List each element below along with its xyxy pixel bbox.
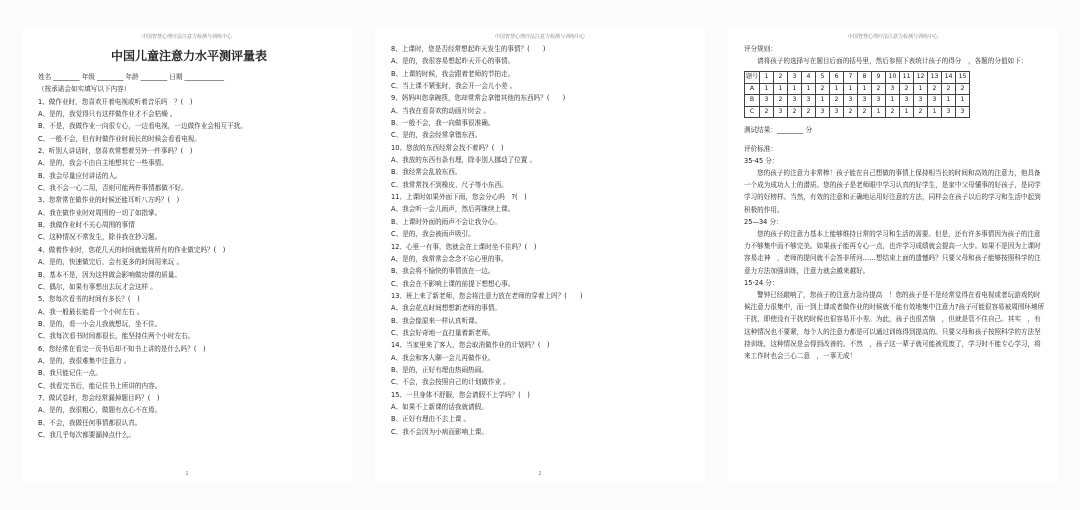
score-cell: 2 xyxy=(760,106,774,118)
question-line: A、我会和客人聊一会儿再做作业。 xyxy=(391,353,495,362)
question-line: 14、当家里来了客人，您会取消做作业的计划吗？( ) xyxy=(391,341,550,350)
question-line: 11、上课时如果外面下雨，您会分心吗 ?( ) xyxy=(391,193,527,202)
score-cell: 2 xyxy=(956,83,970,95)
question-line: B、上课的时候，我会跟着老师的节拍走。 xyxy=(391,69,515,78)
score-cell: 2 xyxy=(900,83,914,95)
page-number: 2 xyxy=(538,471,542,477)
question-line: C、我不会因为小病而影响上课。 xyxy=(391,427,488,436)
question-number-cell: 14 xyxy=(942,72,956,84)
score-cell: 1 xyxy=(928,106,942,118)
question-line: 8、上课时，您是否经常想起昨天发生的事情？( ) xyxy=(391,45,546,53)
score-cell: 3 xyxy=(886,83,900,95)
question-number-cell: 13 xyxy=(928,72,942,84)
score-cell: 2 xyxy=(788,106,802,118)
page-header: 中国智慧心理疗法注意力检测与训练中心 xyxy=(141,34,232,40)
question-number-cell: 1 xyxy=(760,72,774,84)
question-line: C、我每次看书时间都很长，能坚持住两个小时左右。 xyxy=(38,332,195,341)
question-line: C、我不会一心二用，否则可能两件事情都做不好。 xyxy=(38,184,188,193)
score-cell: 3 xyxy=(774,106,788,118)
question-line: 13、班上来了新老师，您会将注意力放在老师的穿着上吗？( ) xyxy=(391,291,583,300)
score-cell: 3 xyxy=(760,95,774,107)
question-line: A、是的，我常常会念念不忘心里的事。 xyxy=(391,254,508,263)
score-table xyxy=(744,71,970,118)
score-cell: 3 xyxy=(956,106,970,118)
score-cell: 1 xyxy=(956,95,970,107)
option-label-cell: A xyxy=(745,83,760,95)
question-line: B、上课时外面的雨声不会让我分心。 xyxy=(391,217,502,226)
question-line: 3、您常常在做作业的时候还能耳听八方吗？( ) xyxy=(38,196,180,205)
question-line: B、一般不会，我一向做事很准确。 xyxy=(391,119,495,128)
question-line: 15、一旦身体不舒服，您会请假不上学吗？( ) xyxy=(391,390,530,399)
score-cell: 2 xyxy=(886,106,900,118)
question-line: B、我会尽量应付讲话的人。 xyxy=(38,171,122,180)
question-line: A、是的，我很容易想起昨天开心的事情。 xyxy=(391,57,515,66)
score-cell: 2 xyxy=(816,83,830,95)
level-description: 您的孩子的注意力基本上能够维持日常的学习和生活的需要。但是，还有许多事情因为孩子的注意力不够集中而不够完美。如果孩子能再专心一点，也许学习成绩就会提高一大步。如果不是因为上课时容易走神 ，老师的提问就不会答非所问……想结束上面的遗憾吗？只要父母和孩子能够按照科学的注意力方法加强训练，注意力就会越来越好。 xyxy=(744,230,1041,275)
question-line: A、当我在看喜欢的动画片时会 。 xyxy=(391,106,490,115)
question-line: B、是的，看一小会儿我就想玩，坐不住。 xyxy=(38,319,162,328)
page-content xyxy=(728,41,1058,362)
question-number-cell: 10 xyxy=(886,72,900,84)
score-cell: 1 xyxy=(844,83,858,95)
table-header-label: 题号 xyxy=(745,72,760,84)
question-line: A、是的，快速做完后，会有更多的时间用来玩 。 xyxy=(38,258,184,267)
question-line: 9、妈妈叫您拿碗筷，您却常常会拿错其他的东西吗？( ) xyxy=(391,94,566,103)
question-number-cell: 4 xyxy=(802,72,816,84)
document-page-3 xyxy=(728,28,1058,483)
question-number-cell: 9 xyxy=(872,72,886,84)
table-row xyxy=(745,95,970,107)
score-cell: 1 xyxy=(830,83,844,95)
score-cell: 3 xyxy=(872,95,886,107)
page-header: 中国智慧心理疗法注意力检测与训练中心 xyxy=(847,34,938,40)
question-line: B、我做作业时不关心周围的事情 xyxy=(38,221,135,230)
score-cell: 1 xyxy=(774,83,788,95)
score-cell: 2 xyxy=(774,95,788,107)
question-line: C、我看完书后，能记住书上所讲的内容。 xyxy=(38,381,162,390)
question-number-cell: 2 xyxy=(774,72,788,84)
score-cell: 2 xyxy=(802,106,816,118)
page-content xyxy=(22,49,352,441)
question-line: （按承诺会如实填写以下内容） xyxy=(38,85,131,94)
score-cell: 1 xyxy=(816,95,830,107)
level-range: 15-24 分： xyxy=(744,278,779,287)
question-line: A、是的，我很难集中注意力 。 xyxy=(38,356,131,365)
question-line: B、不是，我做作业一向很专心，一边看电视，一边做作业会相互干扰。 xyxy=(38,122,247,131)
test-result-line: 测试结果：________ 分 xyxy=(744,126,813,135)
question-line: B、我会将不愉快的事情放在一边。 xyxy=(391,267,495,276)
question-line: B、正好有理由不去上课 。 xyxy=(391,415,471,424)
question-number-cell: 12 xyxy=(914,72,928,84)
question-number-cell: 5 xyxy=(816,72,830,84)
question-line: A、我在做作业时对周围的一切了如指掌。 xyxy=(38,208,162,217)
evaluation-levels xyxy=(744,155,1046,362)
question-line: A、是的，我很粗心，做题有点心不在焉。 xyxy=(38,406,162,415)
score-cell: 3 xyxy=(914,95,928,107)
question-line: C、是的，我会被雨声吸引。 xyxy=(391,230,475,239)
level-range: 25—34 分： xyxy=(744,217,783,226)
level-description: 您的孩子的注意力非常棒！孩子能在自己想做的事情上保持相当长的时间和高效的注意力，他具备一个成为成功人士的潜质。您的孩子是老师眼中学习认真的好学生，是家中父母懂事的好孩子，是同学学习的好榜样。当然，有效的注意和正确地运用好注意的方法，同样会在孩子以后的学习和生活中起到积极的作用。 xyxy=(744,169,1041,214)
score-cell: 3 xyxy=(816,106,830,118)
question-line: C、当上课不紧张时，我会开一会儿小差 。 xyxy=(391,82,517,91)
question-line: B、我会像原来一样认真听课。 xyxy=(391,316,482,325)
score-cell: 3 xyxy=(844,95,858,107)
score-cell: 3 xyxy=(858,95,872,107)
question-line: A、我放的东西有条有理，除非别人挪动了位置 。 xyxy=(391,156,537,165)
score-cell: 1 xyxy=(886,95,900,107)
question-line: 4、做着作业时，您花几天的时间就能将所有的作业做完吗？( ) xyxy=(38,245,226,254)
question-line: C、我会在不影响上课的前提下想想心事。 xyxy=(391,279,515,288)
question-line: A、如果不上新课的话我就请假。 xyxy=(391,402,488,411)
table-row xyxy=(745,83,970,95)
question-line: C、一般不会，但有时做作业时间长的时候会看看电视。 xyxy=(38,134,201,143)
score-cell: 3 xyxy=(788,95,802,107)
document-page-1 xyxy=(22,28,352,483)
scoring-rules-text: 请将孩子的选择写在题目后面的括号里，然后参照下表统计孩子的得分 ，各题的分值如下： xyxy=(757,57,1028,66)
table-header-row xyxy=(745,72,970,84)
score-cell: 2 xyxy=(872,83,886,95)
score-cell: 3 xyxy=(942,106,956,118)
score-cell: 1 xyxy=(760,83,774,95)
score-cell: 1 xyxy=(858,83,872,95)
question-line: 5、您每次看书的时间有多长？( ) xyxy=(38,295,140,304)
page-number: 1 xyxy=(185,471,189,477)
question-line: A、是的，我觉得只有这样做作业才不会枯燥 。 xyxy=(38,110,177,119)
question-line: A、我一般最长能看一个小时左右 。 xyxy=(38,307,144,316)
question-line: B、不会，我做任何事情都很认真。 xyxy=(38,418,142,427)
question-line: B、是的，正好有理由热闹热闹。 xyxy=(391,365,488,374)
score-cell: 3 xyxy=(802,95,816,107)
question-line: C、偶尔，如果有事想出去玩才会这样 。 xyxy=(38,282,157,291)
question-line: B、我只能记住一点。 xyxy=(38,369,102,378)
evaluation-standard-title: 评价标准： xyxy=(744,144,777,153)
option-label-cell: C xyxy=(745,106,760,118)
question-number-cell: 6 xyxy=(830,72,844,84)
question-line: C、我会好奇地一直打量着新老师。 xyxy=(391,328,495,337)
question-line: C、这种情况不常发生，除非我在抄习题。 xyxy=(38,233,162,242)
info-line: 姓名 ________ 年级 ________ 年龄 ________ 日期 ____________ xyxy=(38,73,225,81)
question-line: A、是的，我会不由自主地想其它一些事情。 xyxy=(38,159,168,168)
score-cell: 1 xyxy=(914,83,928,95)
score-cell: 3 xyxy=(830,106,844,118)
option-label-cell: B xyxy=(745,95,760,107)
question-line: 6、您经常在看完一页书后却不知书上讲的是什么吗？( ) xyxy=(38,344,206,353)
question-line: C、不会，我会按照自己的计划做作业 。 xyxy=(391,378,510,387)
score-cell: 2 xyxy=(844,106,858,118)
question-line: C、我几乎每次都要漏掉点什么。 xyxy=(38,430,135,439)
page-content xyxy=(375,41,705,438)
document-page-2 xyxy=(375,28,705,483)
question-number-cell: 7 xyxy=(844,72,858,84)
question-line: 1、做作业时，您喜欢开着电视或听着音乐吗 ？( ) xyxy=(38,97,193,106)
level-description: 警钟已经敲响了，您孩子的注意力急待提高 ！您的孩子是不是经常觉得在看电视或者玩游戏的时候注意力很集中，而一到上课或者做作业的时候就不能有效地集中注意力?孩子可能很容易被周围环境所干扰，即使没有干扰的时候也很容易开小差。为此，孩子也很苦恼 ，但就是管不住自己。其实 ，有这种情况也不要紧，每个人的注意力都是可以通过训练得到提高的。只要父母和孩子按照科学的方法坚持训练，这种情况是会得到改善的。不然 ，孩子这一辈子就可能被荒废了，学习时不能专心学习，将来工作时也会三心二意 ，一事无成！ xyxy=(744,291,1045,361)
question-line: C、是的，我会经常拿错东西。 xyxy=(391,131,482,140)
page-header: 中国智慧心理疗法注意力检测与训练中心 xyxy=(494,34,585,40)
score-cell: 2 xyxy=(858,106,872,118)
question-number-cell: 8 xyxy=(858,72,872,84)
question-line: C、我常常找不到橡皮、尺子等小东西。 xyxy=(391,180,508,189)
score-cell: 1 xyxy=(872,106,886,118)
question-line: 2、听别人讲话时，您喜欢常想着另外一件事吗？( ) xyxy=(38,147,193,156)
question-line: 12、心里一有事，您就会在上课时坐不住吗？( ) xyxy=(391,242,537,251)
score-cell: 2 xyxy=(830,95,844,107)
score-cell: 2 xyxy=(928,83,942,95)
level-range: 35-45 分： xyxy=(744,156,779,165)
question-line: A、我会花点时间想想新老师的事情。 xyxy=(391,304,502,313)
question-line: 7、做试卷时，您会经常漏掉题目吗？( ) xyxy=(38,393,160,402)
question-line: B、基本不是，因为这样做会影响做功课的质量。 xyxy=(38,270,181,279)
question-line: A、我会听一会儿雨声，然后再继续上课。 xyxy=(391,205,515,214)
score-cell: 1 xyxy=(802,83,816,95)
question-line: 10、您放的东西经常会找不着吗？( ) xyxy=(391,143,504,152)
question-number-cell: 11 xyxy=(900,72,914,84)
document-title: 中国儿童注意力水平测评量表 xyxy=(110,49,267,63)
score-cell: 1 xyxy=(788,83,802,95)
score-cell: 2 xyxy=(914,106,928,118)
score-cell: 1 xyxy=(900,106,914,118)
question-line: B、我经常会乱放东西。 xyxy=(391,168,462,177)
score-cell: 2 xyxy=(942,83,956,95)
scoring-rules-title: 评分规则： xyxy=(744,45,777,53)
question-number-cell: 15 xyxy=(956,72,970,84)
score-cell: 1 xyxy=(942,95,956,107)
score-cell: 3 xyxy=(900,95,914,107)
table-row xyxy=(745,106,970,118)
score-cell: 3 xyxy=(928,95,942,107)
question-number-cell: 3 xyxy=(788,72,802,84)
